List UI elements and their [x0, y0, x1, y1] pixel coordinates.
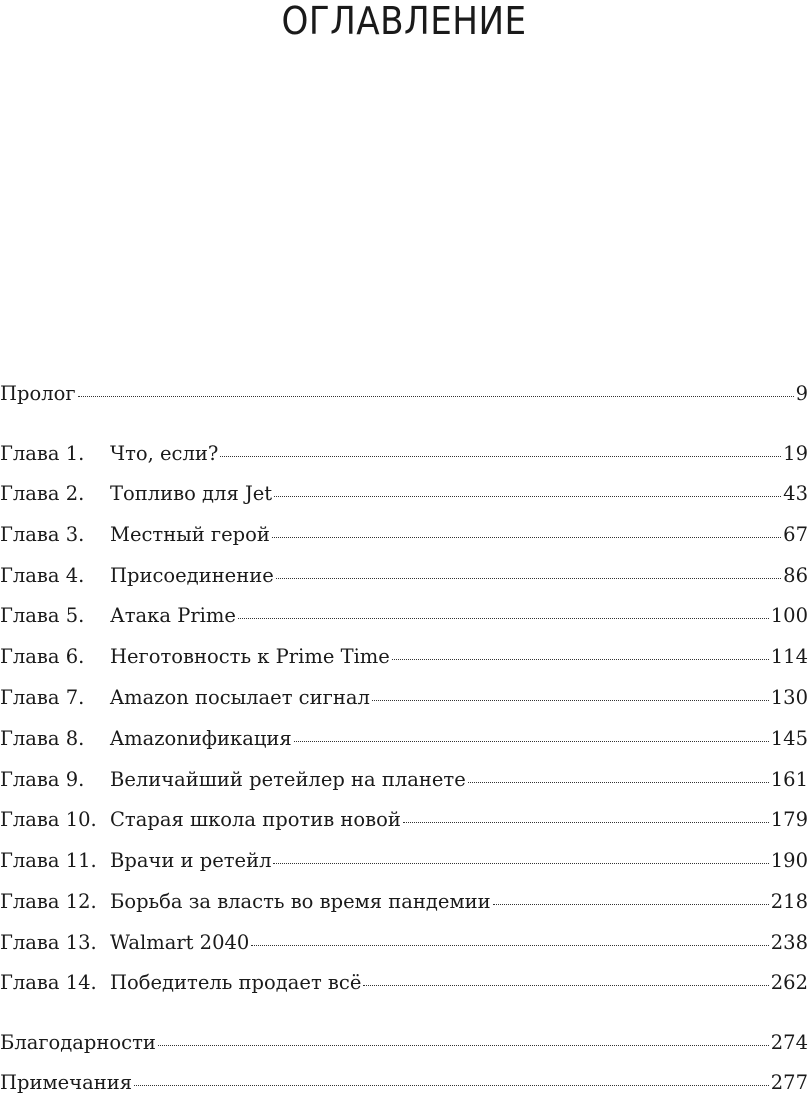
- toc-entry-chapter-8[interactable]: [0, 727, 808, 755]
- chapter-title: Неготовность к Prime Time: [110, 645, 390, 668]
- chapter-page: 86: [783, 564, 808, 587]
- dot-leader: [251, 945, 768, 946]
- toc-entry-notes[interactable]: [0, 1071, 808, 1099]
- chapter-label: Глава 7.: [0, 686, 85, 709]
- toc-entry-page: 9: [795, 382, 808, 405]
- chapter-label: Глава 10.: [0, 808, 97, 831]
- page-title: ОГЛАВЛЕНИЕ: [281, 0, 527, 43]
- toc-entry-chapter-2[interactable]: [0, 482, 808, 510]
- toc-entry-page: 274: [770, 1031, 808, 1054]
- dot-leader: [158, 1045, 769, 1046]
- chapter-label: Глава 5.: [0, 604, 85, 627]
- toc-entry-chapter-7[interactable]: [0, 686, 808, 714]
- chapter-page: 67: [783, 523, 808, 546]
- toc-entry-title: Пролог: [0, 382, 76, 405]
- chapter-page: 100: [770, 604, 808, 627]
- chapter-label: Глава 8.: [0, 727, 85, 750]
- toc-entry-chapter-11[interactable]: [0, 849, 808, 877]
- chapter-page: 218: [770, 890, 808, 913]
- chapter-title: Старая школа против новой: [110, 808, 401, 831]
- chapter-label: Глава 13.: [0, 931, 97, 954]
- chapter-page: 179: [770, 808, 808, 831]
- toc-entry-chapter-13[interactable]: [0, 931, 808, 959]
- toc-entry-title: Примечания: [0, 1071, 133, 1094]
- chapter-title: Победитель продает всё: [110, 971, 362, 994]
- chapter-label: Глава 12.: [0, 890, 97, 913]
- toc-entry-chapter-1[interactable]: [0, 442, 808, 470]
- dot-leader: [372, 700, 769, 701]
- dot-leader: [274, 496, 781, 497]
- chapter-label: Глава 3.: [0, 523, 85, 546]
- chapter-title: Что, если?: [110, 442, 219, 465]
- dot-leader: [273, 863, 768, 864]
- dot-leader: [392, 659, 769, 660]
- dot-leader: [294, 741, 769, 742]
- chapter-title: Топливо для Jet: [110, 482, 273, 505]
- dot-leader: [134, 1085, 769, 1086]
- dot-leader: [78, 396, 794, 397]
- chapter-page: 130: [770, 686, 808, 709]
- toc-entry-chapter-3[interactable]: [0, 523, 808, 551]
- toc-entry-chapter-5[interactable]: [0, 604, 808, 632]
- dot-leader: [272, 537, 781, 538]
- dot-leader: [403, 822, 769, 823]
- chapter-page: 114: [770, 645, 808, 668]
- chapter-page: 145: [770, 727, 808, 750]
- chapter-title: Amazonификация: [110, 727, 292, 750]
- toc-entry-chapter-4[interactable]: [0, 564, 808, 592]
- chapter-page: 43: [783, 482, 808, 505]
- chapter-title: Walmart 2040: [110, 931, 250, 954]
- chapter-label: Глава 9.: [0, 768, 85, 791]
- dot-leader: [238, 618, 769, 619]
- chapter-label: Глава 14.: [0, 971, 97, 994]
- toc-entry-chapter-14[interactable]: [0, 971, 808, 999]
- toc-entry-chapter-6[interactable]: [0, 645, 808, 673]
- chapter-label: Глава 2.: [0, 482, 85, 505]
- toc-entry-chapter-9[interactable]: [0, 768, 808, 796]
- chapter-page: 161: [770, 768, 808, 791]
- toc-entry-acknowledgements[interactable]: [0, 1031, 808, 1059]
- dot-leader: [220, 456, 781, 457]
- chapter-page: 190: [770, 849, 808, 872]
- dot-leader: [363, 985, 768, 986]
- chapter-title: Местный герой: [110, 523, 270, 546]
- chapter-label: Глава 11.: [0, 849, 97, 872]
- dot-leader: [276, 578, 781, 579]
- chapter-label: Глава 1.: [0, 442, 85, 465]
- chapter-page: 262: [770, 971, 808, 994]
- chapter-label: Глава 6.: [0, 645, 85, 668]
- chapter-page: 19: [783, 442, 808, 465]
- chapter-page: 238: [770, 931, 808, 954]
- toc-entry-chapter-12[interactable]: [0, 890, 808, 918]
- chapter-title: Величайший ретейлер на планете: [110, 768, 466, 791]
- toc-entry-page: 277: [770, 1071, 808, 1094]
- chapter-title: Врачи и ретейл: [110, 849, 272, 872]
- chapter-label: Глава 4.: [0, 564, 85, 587]
- dot-leader: [468, 782, 769, 783]
- chapter-title: Amazon посылает сигнал: [110, 686, 370, 709]
- toc-entry-chapter-10[interactable]: [0, 808, 808, 836]
- toc-entry-prologue[interactable]: [0, 382, 808, 410]
- chapter-title: Присоединение: [110, 564, 274, 587]
- toc-entry-title: Благодарности: [0, 1031, 156, 1054]
- chapter-title: Борьба за власть во время пандемии: [110, 890, 491, 913]
- dot-leader: [493, 904, 769, 905]
- chapter-title: Атака Prime: [110, 604, 236, 627]
